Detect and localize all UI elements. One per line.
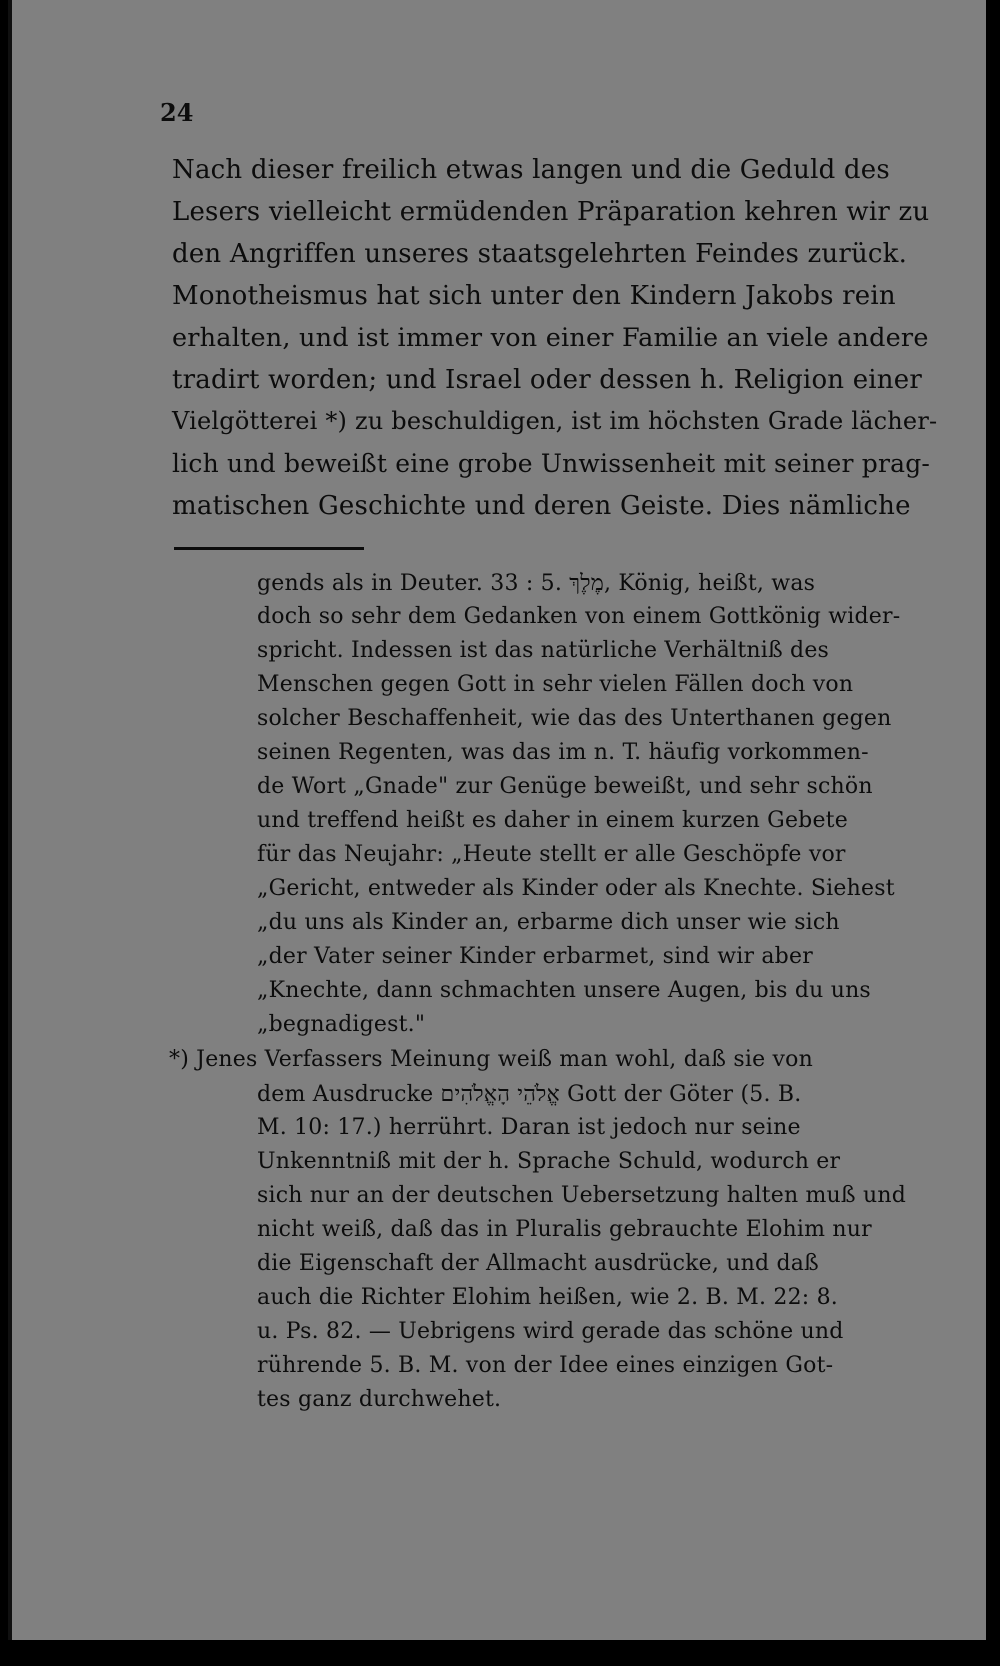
main-text-line: Vielgötterei *) zu beschuldigen, ist im höchsten Grade lächer- — [172, 407, 938, 435]
main-text-line: lich und beweißt eine grobe Unwissenheit mit seiner prag- — [172, 449, 931, 478]
footnote-line: auch die Richter Elohim heißen, wie 2. B. M. 22: 8. — [257, 1285, 838, 1310]
scan-bottom-edge — [0, 1640, 1000, 1666]
footnote-line: „Knechte, dann schmachten unsere Augen, bis du uns — [257, 978, 871, 1003]
main-text-line: erhalten, und ist immer von einer Familie an viele andere — [172, 323, 929, 353]
footnote-line: nicht weiß, daß das in Pluralis gebrauchte Elohim nur — [257, 1217, 872, 1242]
footnote-line: die Eigenschaft der Allmacht ausdrücke, und daß — [257, 1251, 819, 1276]
page-left-edge — [8, 0, 12, 1640]
footnote-line: *) Jenes Verfassers Meinung weiß man wohl, daß sie von — [169, 1047, 813, 1072]
footnote-line: rührende 5. B. M. von der Idee eines einzigen Got- — [257, 1353, 834, 1378]
main-text-line: den Angriffen unseres staatsgelehrten Feindes zurück. — [172, 239, 908, 269]
footnote-line: „du uns als Kinder an, erbarme dich unser wie sich — [257, 910, 840, 935]
page-number: 24 — [160, 98, 194, 127]
main-text-line: matischen Geschichte und deren Geiste. Dies nämliche — [172, 491, 911, 521]
footnote-line: „Gericht, entweder als Kinder oder als Knechte. Siehest — [257, 876, 895, 901]
footnote-line: sich nur an der deutschen Uebersetzung halten muß und — [257, 1183, 907, 1208]
footnote-line: spricht. Indessen ist das natürliche Verhältniß des — [257, 638, 830, 663]
footnote-line: dem Ausdrucke אֱלֹהֵי הָאֱלֹהִים Gott der Göter (5. B. — [257, 1082, 802, 1107]
footnote-line: „der Vater seiner Kinder erbarmet, sind wir aber — [257, 944, 813, 969]
main-text-line: Monotheismus hat sich unter den Kindern Jakobs rein — [172, 281, 896, 311]
footnote-line: M. 10: 17.) herrührt. Daran ist jedoch nur seine — [257, 1115, 801, 1140]
footnote-line: Unkenntniß mit der h. Sprache Schuld, wodurch er — [257, 1149, 841, 1174]
footnote-line: de Wort „Gnade" zur Genüge beweißt, und sehr schön — [257, 774, 873, 799]
footnote-line: für das Neujahr: „Heute stellt er alle Geschöpfe vor — [257, 842, 846, 867]
main-text-line: Lesers vielleicht ermüdenden Präparation kehren wir zu — [172, 197, 930, 227]
main-text-line: Nach dieser freilich etwas langen und die Geduld des — [172, 155, 890, 185]
footnote-line: solcher Beschaffenheit, wie das des Unterthanen gegen — [257, 706, 892, 731]
footnote-line: u. Ps. 82. — Uebrigens wird gerade das schöne und — [257, 1319, 844, 1344]
footnote-line: gends als in Deuter. 33 : 5. מֶלֶךְ, König, heißt, was — [257, 571, 816, 596]
footnote-separator-rule — [174, 547, 364, 550]
footnote-line: und treffend heißt es daher in einem kurzen Gebete — [257, 808, 848, 833]
footnote-line: tes ganz durchwehet. — [257, 1387, 502, 1412]
footnote-line: „begnadigest." — [257, 1012, 426, 1037]
main-text-line: tradirt worden; und Israel oder dessen h. Religion einer — [172, 365, 922, 395]
footnote-line: doch so sehr dem Gedanken von einem Gottkönig wider- — [257, 604, 901, 629]
book-page — [8, 0, 986, 1640]
footnote-line: Menschen gegen Gott in sehr vielen Fällen doch von — [257, 672, 854, 697]
footnote-line: seinen Regenten, was das im n. T. häufig vorkommen- — [257, 740, 869, 765]
